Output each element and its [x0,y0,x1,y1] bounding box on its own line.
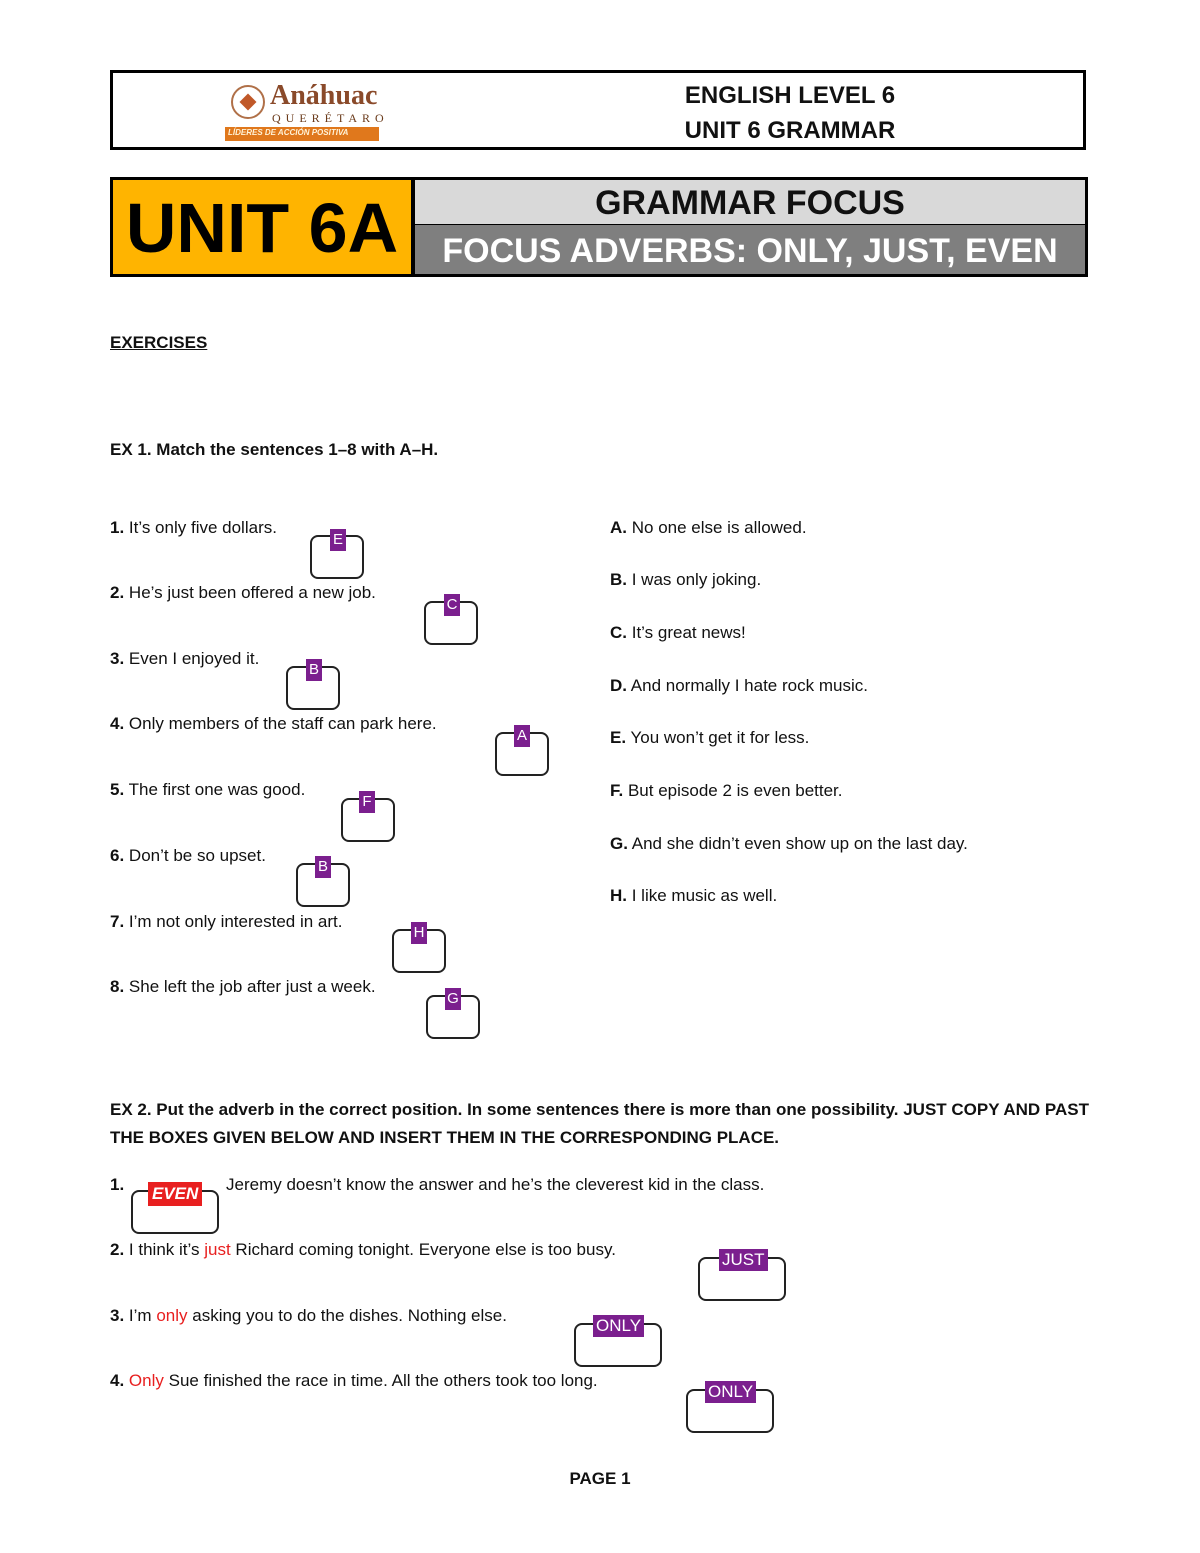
sentence-text: The first one was good. [128,780,306,799]
option-text: And she didn’t even show up on the last day. [631,834,968,853]
item-number: 6. [110,846,125,865]
answer-tag: A [514,725,530,747]
option-letter: A. [610,518,627,537]
ex2-sentence [110,1240,616,1260]
ex1-sentence [110,780,305,800]
option-text: It’s great news! [631,623,746,642]
item-number: 2. [110,1240,125,1259]
ex1-option [610,834,968,854]
ex1-option [610,518,807,538]
answer-tag: G [445,988,461,1010]
item-number: 5. [110,780,125,799]
logo-name: Anáhuac [270,80,378,111]
ex1-option [610,676,868,696]
item-number: 3. [110,1306,125,1325]
option-letter: E. [610,728,627,747]
sentence-text: Don’t be so upset. [128,846,266,865]
ex1-sentence [110,977,376,997]
sentence-pre: I’m [128,1306,152,1325]
ex1-sentence [110,912,342,932]
adverb-inserted: Only [128,1371,164,1390]
option-letter: B. [610,570,627,589]
answer-tag: B [306,659,322,681]
adverb-tag-just[interactable]: JUST [719,1249,768,1271]
sentence-text: She left the job after just a week. [128,977,376,996]
sentence-text: Only members of the staff can park here. [128,714,437,733]
ex2-sentence [110,1306,507,1326]
ex2-sentence [110,1175,124,1195]
adverb-tag-only[interactable]: ONLY [593,1315,644,1337]
ex1-sentence [110,714,437,734]
ex2-title: EX 2. Put the adverb in the correct position. In some sentences there is more than one possibility. JUST COPY AND PAST THE BOXES GIVEN BELOW AND INSERT THEM IN THE CORRESPONDING PLACE. [110,1100,1089,1147]
ex1-sentence [110,649,259,669]
topic-title: FOCUS ADVERBS: ONLY, JUST, EVEN [442,232,1058,270]
sentence-post: Richard coming tonight. Everyone else is too busy. [235,1240,616,1259]
item-number: 4. [110,1371,125,1390]
ex1-title: EX 1. Match the sentences 1–8 with A–H. [110,440,439,459]
ex1-option [610,728,809,748]
answer-tag: B [315,856,331,878]
ex2-sentence-text: Jeremy doesn’t know the answer and he’s the cleverest kid in the class. [226,1175,765,1194]
answer-tag: C [444,594,460,616]
ex1-option [610,886,777,906]
sentence-post: asking you to do the dishes. Nothing else. [192,1306,507,1325]
option-letter: D. [610,676,627,695]
ex1-sentence [110,846,266,866]
sentence-text: I’m not only interested in art. [128,912,343,931]
answer-tag: E [330,529,346,551]
exercises-heading: EXERCISES [110,333,208,352]
sentence-text: Even I enjoyed it. [128,649,260,668]
answer-tag: F [359,791,375,813]
ex1-option [610,623,746,643]
option-text: But episode 2 is even better. [627,781,843,800]
logo-subtitle: QUERÉTARO [272,111,389,125]
item-number: 1. [110,518,125,537]
option-text: I like music as well. [631,886,778,905]
ex1-sentence [110,518,277,538]
item-number: 4. [110,714,125,733]
option-letter: F. [610,781,624,800]
ex1-option [610,781,843,801]
adverb-inserted: only [156,1306,188,1325]
logo-tagline: LÍDERES DE ACCIÓN POSITIVA [228,128,349,137]
option-letter: C. [610,623,627,642]
option-text: You won’t get it for less. [630,728,810,747]
item-number: 7. [110,912,125,931]
option-text: And normally I hate rock music. [630,676,868,695]
option-text: I was only joking. [631,570,762,589]
page-number: PAGE 1 [569,1469,631,1488]
option-text: No one else is allowed. [631,518,807,537]
unit-title: UNIT 6A [125,189,399,267]
answer-tag: H [411,922,427,944]
adverb-tag-only[interactable]: ONLY [705,1381,756,1403]
option-letter: G. [610,834,628,853]
sentence-text: He’s just been offered a new job. [128,583,376,602]
sentence-post: Sue finished the race in time. All the others took too long. [168,1371,598,1390]
item-number: 1. [110,1175,125,1194]
item-number: 3. [110,649,125,668]
course-level: ENGLISH LEVEL 6 [684,82,896,109]
ex2-sentence [110,1371,598,1391]
item-number: 8. [110,977,125,996]
option-letter: H. [610,886,627,905]
course-unit: UNIT 6 GRAMMAR [684,117,896,144]
item-number: 2. [110,583,125,602]
sentence-text: It’s only five dollars. [128,518,277,537]
sentence-pre: I think it’s [128,1240,200,1259]
ex1-option [610,570,761,590]
adverb-tag-even[interactable]: EVEN [148,1182,202,1206]
adverb-inserted: just [204,1240,231,1259]
grammar-focus-title: GRAMMAR FOCUS [595,184,905,222]
ex1-sentence [110,583,376,603]
